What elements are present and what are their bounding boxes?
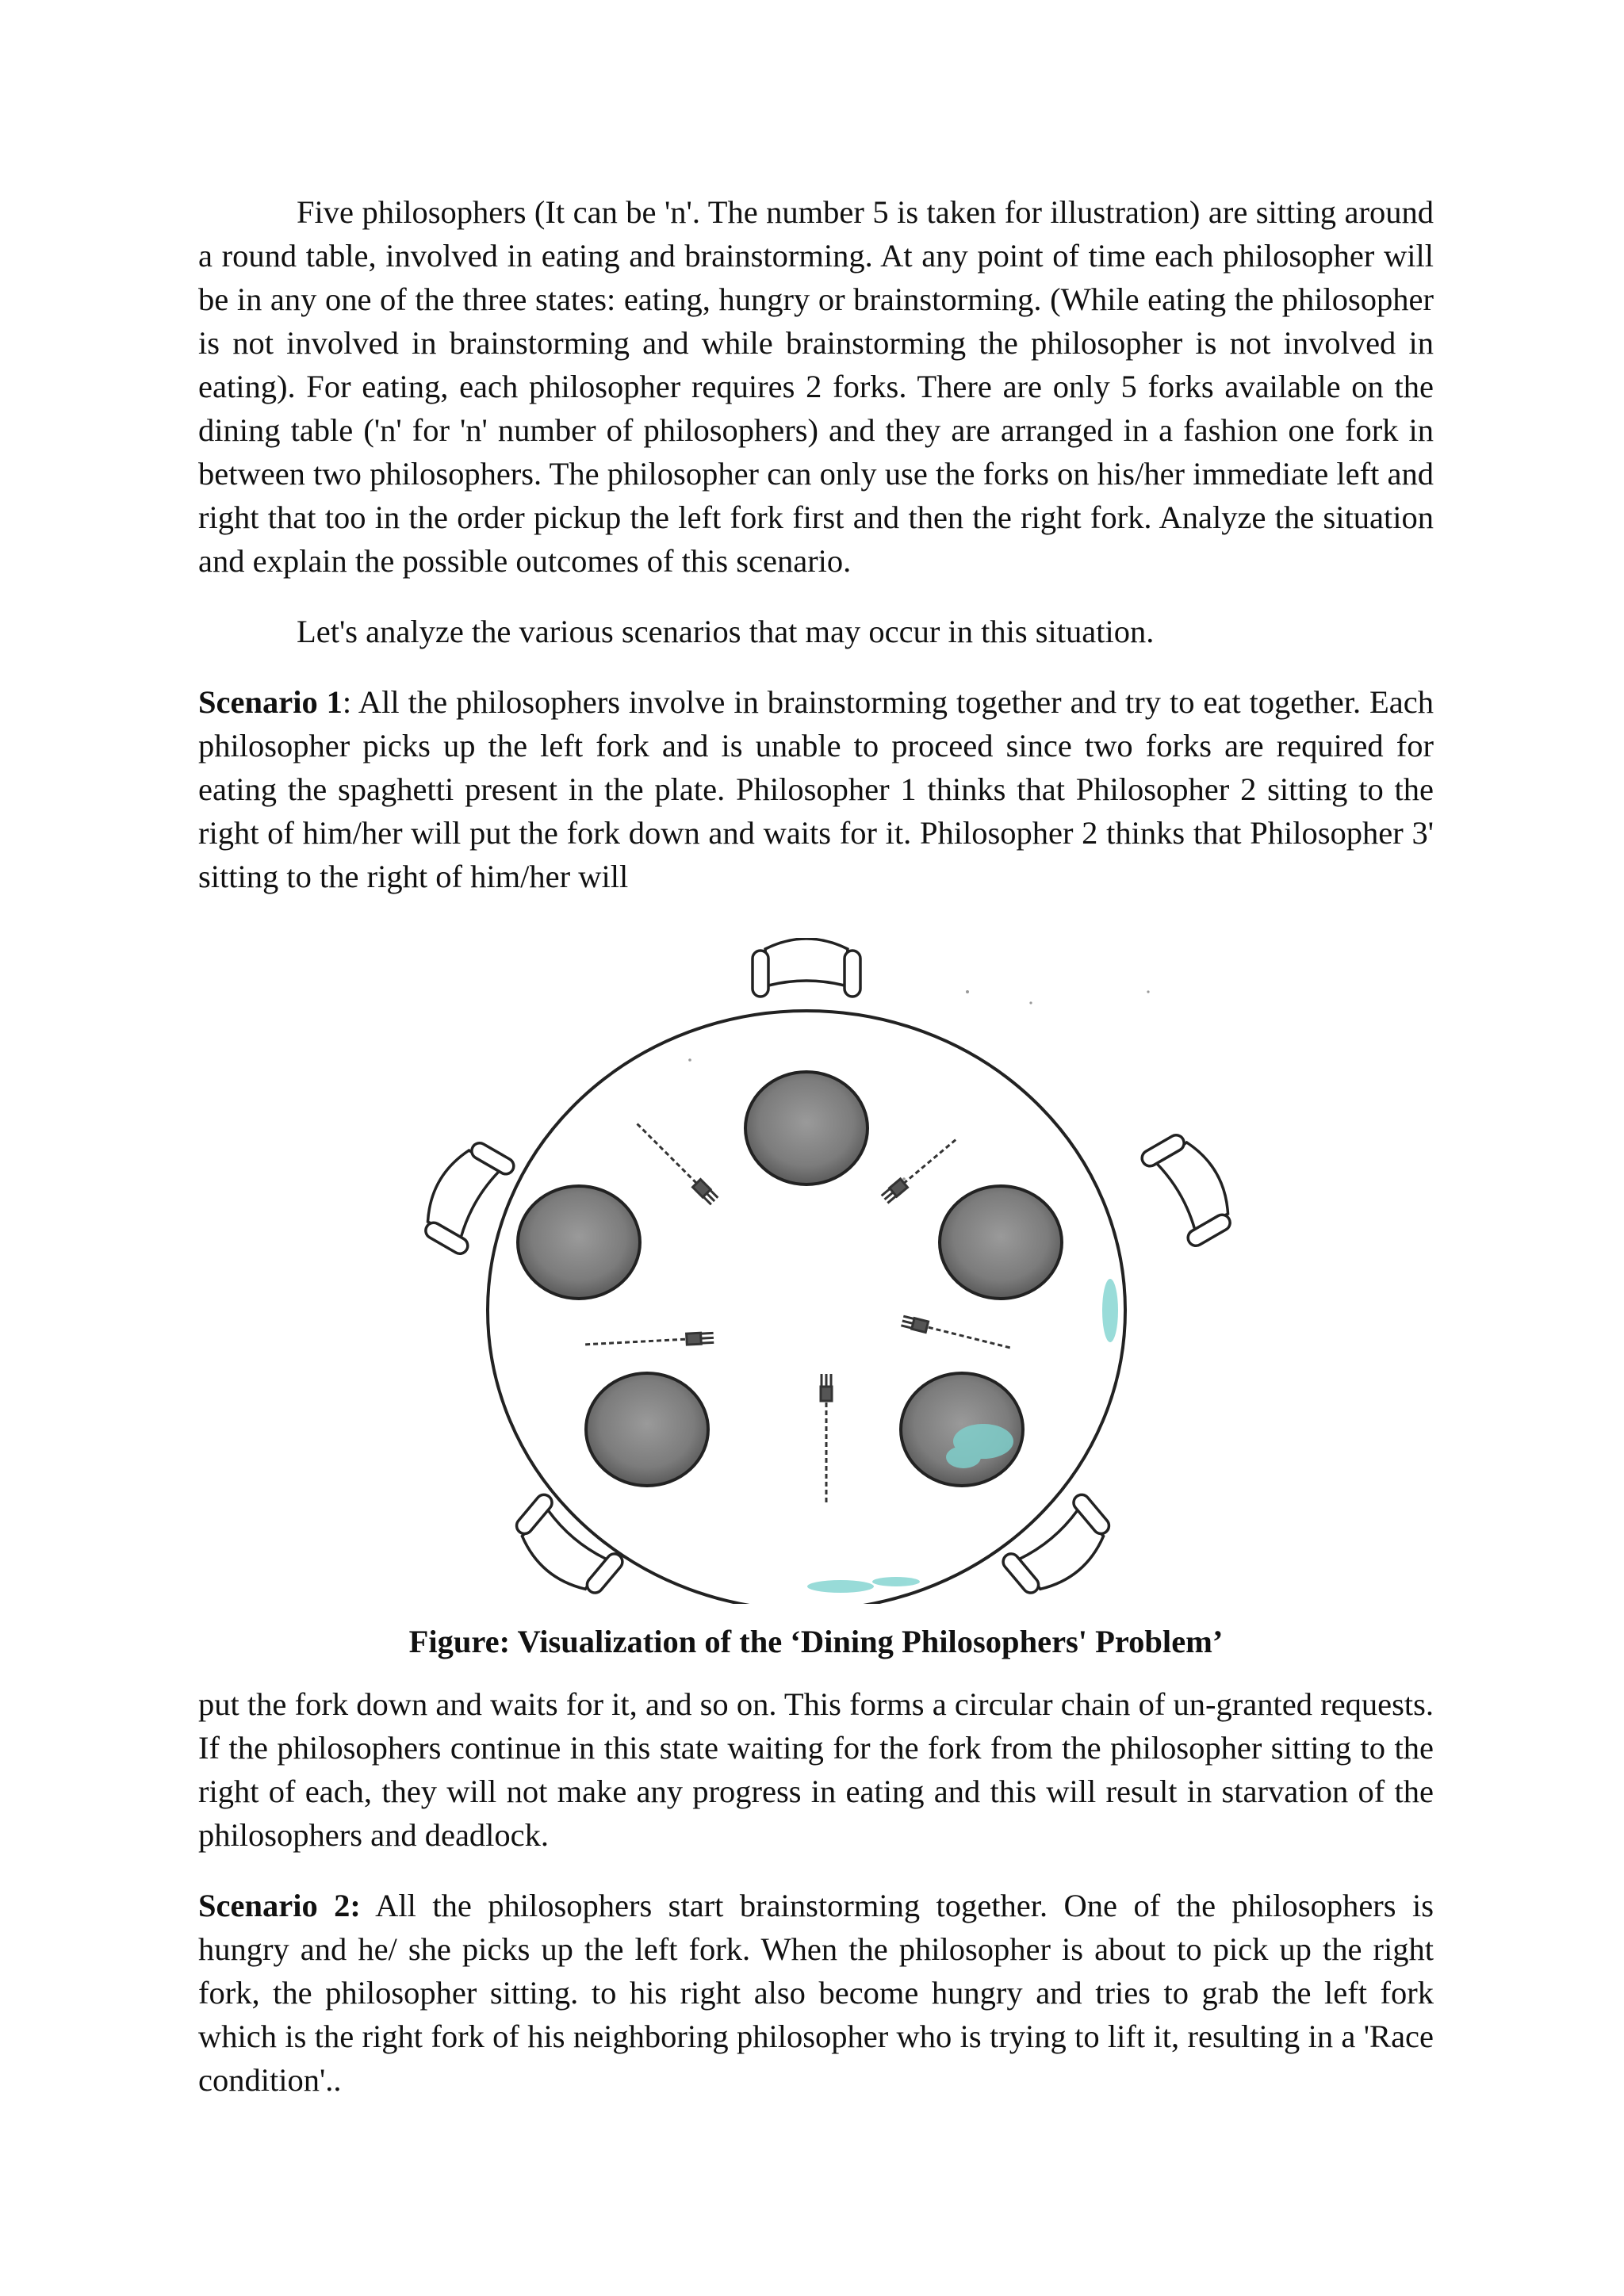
analyze-paragraph: Let's analyze the various scenarios that may occur in this situation. [297, 614, 1155, 649]
intro-paragraph: Five philosophers (It can be 'n'. The number 5 is taken for illustration) are sitting around a round table, involved in eating and brainstorming. At any point of time each philosopher will be in any one of the three states: eating, hungry or brainstorming. (While eating the philosopher is not involved in brainstorming and while brainstorming the philosopher is not involved in eating). For eating, each philosopher requires 2 forks. There are only 5 forks available on the dining table ('n' for 'n' number of philosophers) and they are arranged in a fashion one fork in between two philosophers. The philosopher can only use the forks on his/her immediate left and right that too in the order pickup the left fork first and then the right fork. Analyze the situation and explain the possible outcomes of this scenario. [198, 194, 1434, 579]
dining-table-illustration [198, 938, 1434, 1604]
continuation-paragraph: put the fork down and waits for it, and so on. This forms a circular chain of un-granted requests. If the philosophers continue in this state waiting for the fork from the philosopher sitting to the right of each, they will not make any progress in eating and this will result in starvation of the philosophers and deadlock. [198, 1686, 1434, 1853]
scenario-2-label: Scenario 2: [198, 1888, 361, 1923]
fork-right [901, 1315, 1011, 1353]
fork-top-left [634, 1120, 718, 1205]
document-page [198, 190, 1434, 2129]
chair-top [753, 939, 860, 997]
scenario-1-paragraph [198, 680, 1434, 898]
chair-left [412, 1135, 516, 1257]
fork-bottom [821, 1374, 832, 1502]
scenario-1-label: Scenario 1 [198, 684, 343, 720]
scenario-2-text: All the philosophers start brainstorming together. One of the philosophers is hungry and he/ she picks up the left fork. When the philosopher is about to pick up the right fork, the philosopher sitting. to his right also become hungry and tries to grab the left fork which is the right fork of his neighboring philosopher who is trying to lift it, resulting in a 'Race condition'.. [198, 1888, 1434, 2098]
plates [518, 1072, 1062, 1486]
fork-left [585, 1332, 714, 1349]
plate-right [940, 1186, 1062, 1299]
plate-bottom-left [586, 1373, 708, 1486]
scenario-2-paragraph [198, 1884, 1434, 2102]
chair-right [1139, 1127, 1243, 1249]
plate-top [745, 1072, 868, 1184]
figure-caption: Figure: Visualization of the ‘Dining Philosophers' Problem’ [408, 1624, 1224, 1659]
fork-top-right [881, 1135, 959, 1203]
plate-left [518, 1186, 640, 1299]
chair-bottom-right [1000, 1491, 1120, 1604]
scenario-1-text: : All the philosophers involve in brainstorming together and try to eat together. Each philosopher picks up the left fork and is unable to proceed since two forks are required for eating the spaghetti present in the plate. Philosopher 1 thinks that Philosopher 2 sitting to the right of him/her will put the fork down and waits for it. Philosopher 2 thinks that Philosopher 3' sitting to the right of him/her will [198, 684, 1434, 894]
dining-philosophers-figure [198, 938, 1434, 1604]
